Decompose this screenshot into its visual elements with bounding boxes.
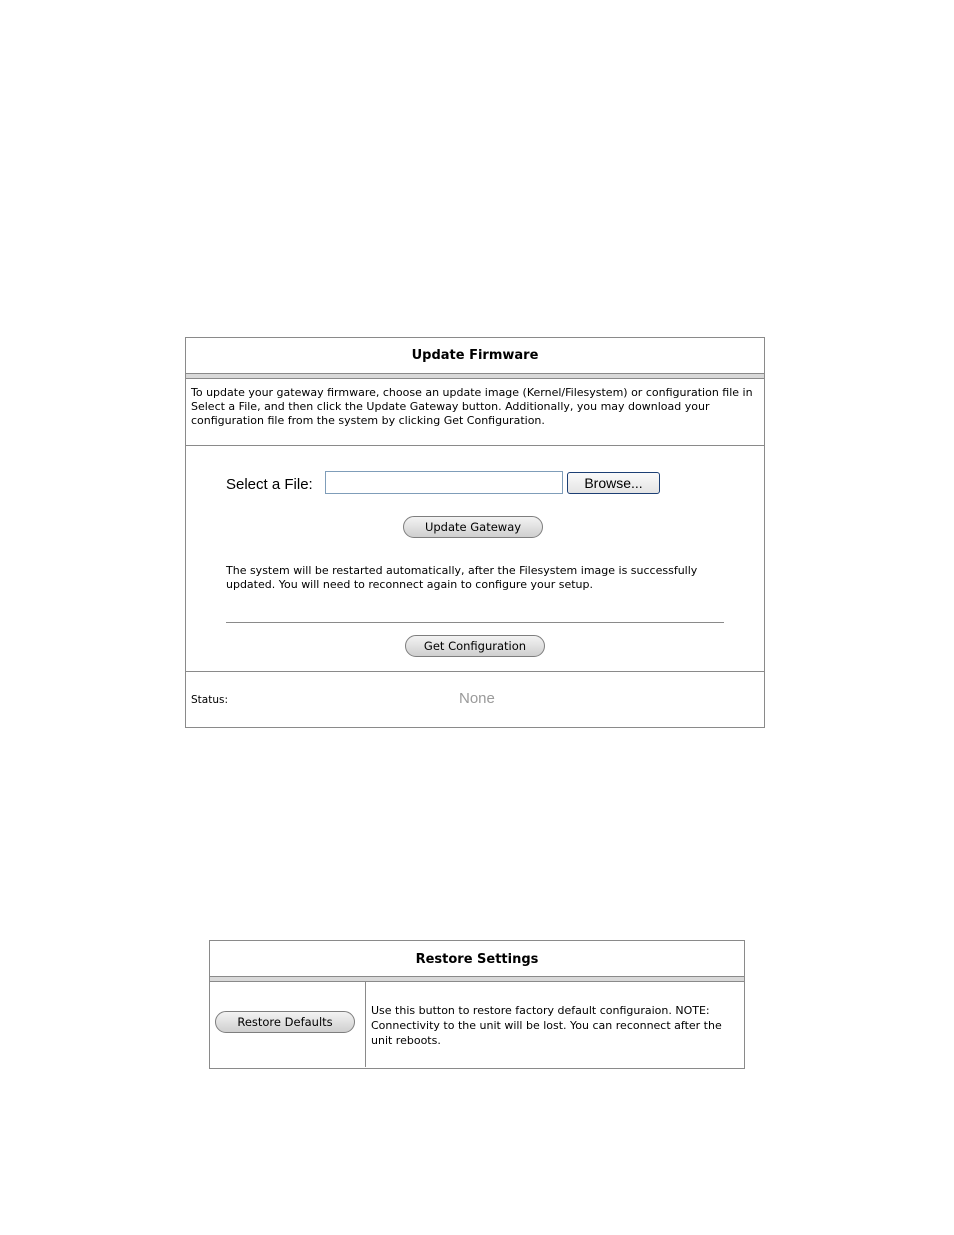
- update-firmware-body: [186, 446, 764, 672]
- restore-settings-panel: [209, 940, 745, 1069]
- update-firmware-description: To update your gateway firmware, choose an update image (Kernel/Filesystem) or configuration file in Select a File, and then click the Update Gateway button. Additionally, you may download your configuration file from the system by clicking Get Configuration.: [186, 379, 764, 446]
- update-firmware-panel: [185, 337, 765, 728]
- restore-button-cell: [210, 982, 366, 1067]
- restore-settings-body: [210, 982, 744, 1067]
- restore-defaults-button[interactable]: Restore Defaults: [215, 1011, 355, 1033]
- status-row: [186, 672, 764, 724]
- restore-settings-title: Restore Settings: [415, 952, 539, 967]
- divider: [226, 622, 724, 623]
- file-path-input[interactable]: [325, 471, 563, 494]
- update-firmware-title: Update Firmware: [411, 348, 539, 363]
- status-value: None: [459, 690, 495, 707]
- get-configuration-button[interactable]: Get Configuration: [405, 635, 545, 657]
- restore-description: Use this button to restore factory default configuraion. NOTE: Connectivity to the unit will be lost. You can reconnect after the unit reboots.: [371, 1004, 722, 1047]
- update-gateway-button[interactable]: Update Gateway: [403, 516, 543, 538]
- restart-notice: The system will be restarted automatically, after the Filesystem image is successfully updated. You will need to reconnect again to configure your setup.: [226, 564, 698, 591]
- browse-button[interactable]: Browse...: [567, 472, 660, 494]
- select-file-label: Select a File:: [226, 476, 313, 493]
- status-label: Status:: [191, 694, 228, 706]
